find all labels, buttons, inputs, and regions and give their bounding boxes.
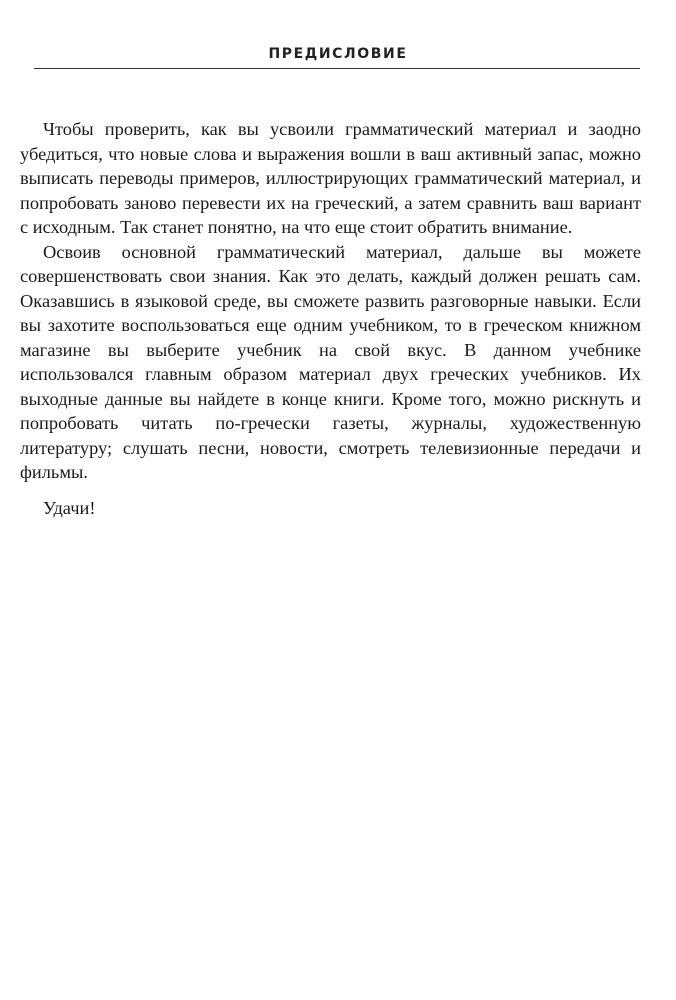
header-rule — [34, 68, 640, 69]
closing-line: Удачи! — [43, 498, 96, 518]
body-text — [20, 117, 641, 485]
running-header: ПРЕДИСЛОВИЕ — [268, 46, 408, 62]
paragraph-1: Чтобы проверить, как вы усвоили грамматический материал и заодно убедиться, что новые слова и выражения вошли в ваш активный запас, можно выписать переводы примеров, иллюстрирующих грамматический материал, и попробовать заново перевести их на греческий, а затем сравнить ваш вариант с исходным. Так станет понятно, на что еще стоит обратить внимание. — [20, 119, 641, 237]
paragraph-2: Освоив основной грамматический материал, дальше вы можете совершенствовать свои знания. Как это делать, каждый должен решать сам. Оказавшись в языковой среде, вы сможете развить разговорные навыки. Если вы захотите воспользоваться еще одним учебником, то в греческом книжном магазине вы выберите учебник на свой вкус. В данном учебнике использовался главным образом материал двух греческих учебников. Их выходные данные вы найдете в конце книги. Кроме того, можно рискнуть и попробовать читать по-гречески газеты, журналы, художественную литературу; слушать песни, новости, смотреть телевизионные передачи и фильмы. — [20, 241, 641, 482]
